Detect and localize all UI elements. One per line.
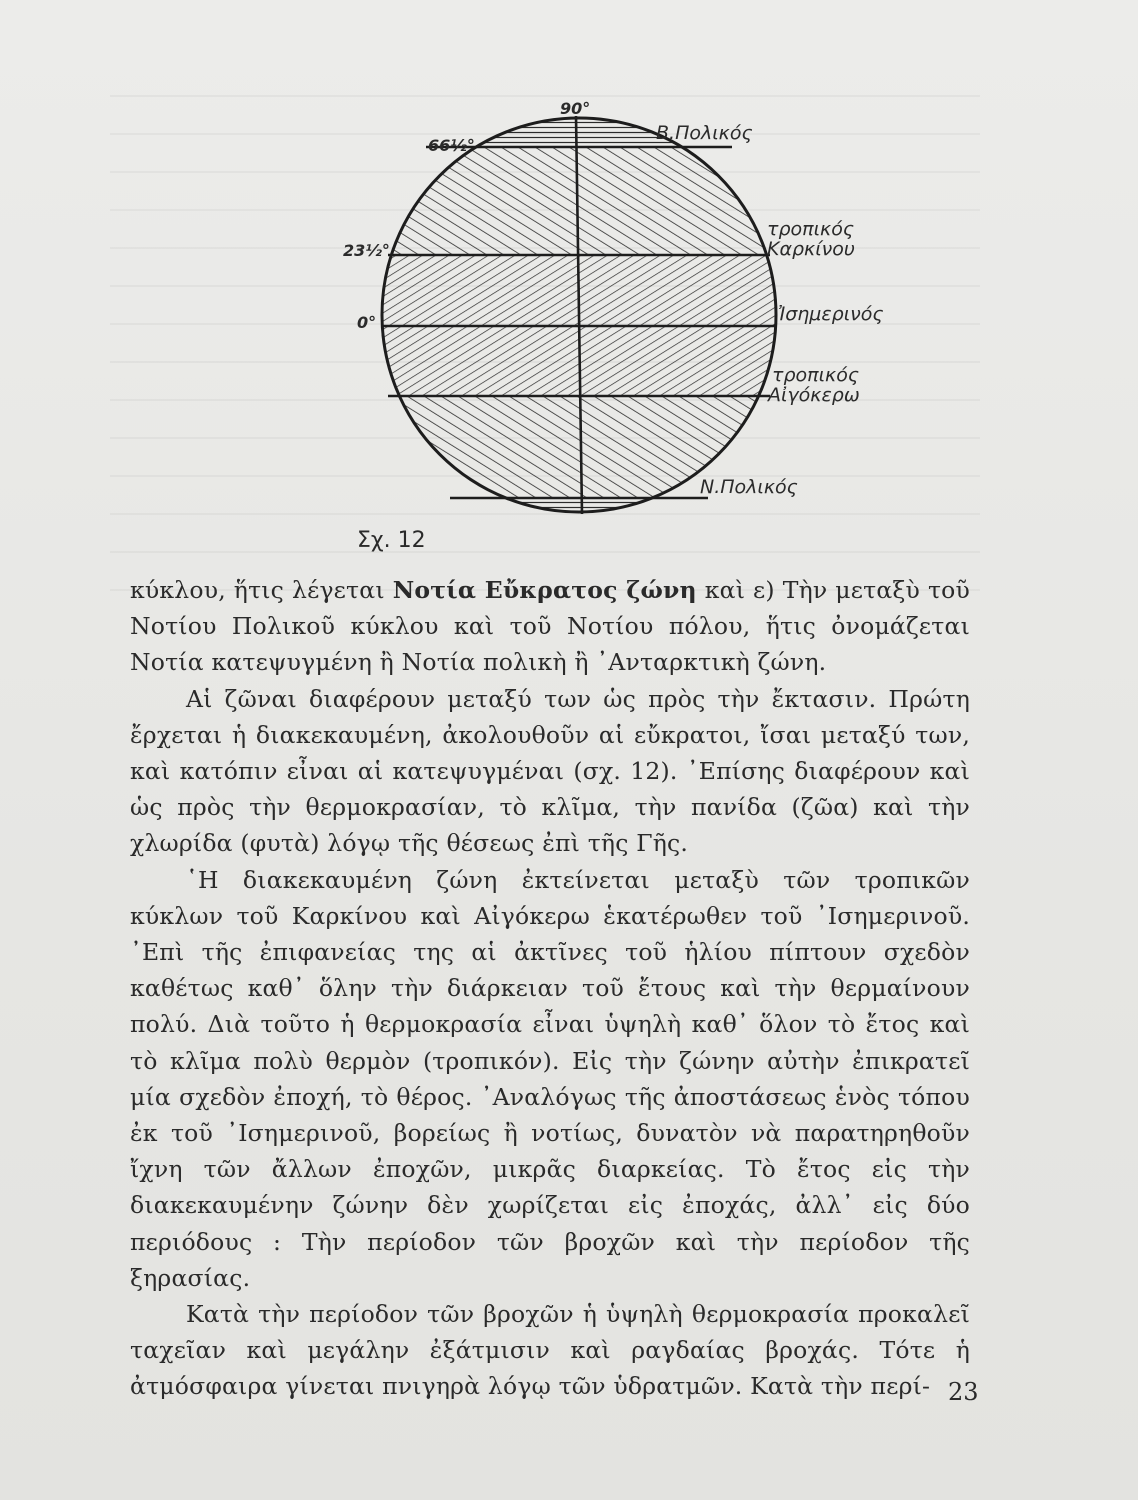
paragraph-3: ῾Η διακεκαυμένη ζώνη ἐκτείνεται μεταξὺ τῶν τροπικῶν κύκλων τοῦ Καρκίνου καὶ Αἰγόκερω ἑκατέρωθεν τοῦ ᾿Ισημερινοῦ. ᾿Επὶ τῆς ἐπιφανείας της αἱ ἀκτῖνες τοῦ ἡλίου πίπτουν σχεδὸν καθέτως καθ᾿ ὅλην τὴν διάρκειαν τοῦ ἔτους καὶ τὴν θερμαίνουν πολύ. Διὰ τοῦτο ἡ θερμοκρασία εἶναι ὑψηλὴ καθ᾿ ὅλον τὸ ἔτος καὶ τὸ κλῖμα πολὺ θερμὸν (τροπικόν). Εἰς τὴν ζώνην αὐτὴν ἐπικρατεῖ μία σχεδὸν ἐποχή, τὸ θέρος. ᾿Αναλόγως τῆς ἀποστάσεως ἑνὸς τόπου ἐκ τοῦ ᾿Ισημερινοῦ, βορείως ἢ νοτίως, δυνατὸν νὰ παρατηρηθοῦν ἴχνη τῶν ἄλλων ἐποχῶν, μικρᾶς διαρκείας. Τὸ ἔτος εἰς τὴν διακεκαυμένην ζώνην δὲν χωρίζεται εἰς ἐποχάς, ἀλλ᾿ εἰς δύο περιόδους : Τὴν περίοδον τῶν βροχῶν καὶ τὴν περίοδον τῆς ξηρασίας. <box>130 865 970 1292</box>
label-south-polar-circle: Ν.Πολικός <box>700 476 798 498</box>
paragraph-4: Κατὰ τὴν περίοδον τῶν βροχῶν ἡ ὑψηλὴ θερμοκρασία προκαλεῖ ταχεῖαν καὶ μεγάλην ἐξάτμισιν καὶ ραγδαίας βροχάς. Τότε ἡ ἀτμόσφαιρα γίνεται πνιγηρὰ λόγῳ τῶν ὑδρατμῶν. Κατὰ τὴν περί- <box>130 1300 970 1401</box>
label-tropic-cancer-2: Καρκίνου <box>767 238 855 260</box>
label-equator: Ἰσημερινός <box>778 303 884 325</box>
label-tropic-cancer-1: τροπικός <box>767 218 854 240</box>
label-0-degrees: 0° <box>357 313 377 332</box>
north-temperate-zone <box>370 147 780 255</box>
p1-pre: κύκλου, ἥτις λέγεται <box>130 576 393 604</box>
label-tropic-capricorn-1: τροπικός <box>772 364 859 386</box>
climate-zones-globe <box>340 100 780 520</box>
p1-bold-term: Νοτία Εὔκρατος ζώνη <box>392 576 697 604</box>
torrid-zone-south <box>370 326 780 396</box>
label-66-degrees: 66½° <box>428 136 475 155</box>
label-90-degrees: 90° <box>560 99 591 118</box>
body-text <box>130 572 970 1405</box>
figure-caption: Σχ. 12 <box>357 528 426 553</box>
label-23-degrees: 23½° <box>343 241 390 260</box>
label-north-polar-circle: Β.Πολικός <box>656 122 753 144</box>
page-number: 23 <box>948 1378 979 1406</box>
paragraph-2: Αἱ ζῶναι διαφέρουν μεταξύ των ὡς πρὸς τὴν ἔκτασιν. Πρώτη ἔρχεται ἡ διακεκαυμένη, ἀκολουθοῦν αἱ εὔκρατοι, ἴσαι μεταξύ των, καὶ κατόπιν εἶναι αἱ κατεψυγμέναι (σχ. 12). ᾿Επίσης διαφέρουν καὶ ὡς πρὸς τὴν θερμοκρασίαν, τὸ κλῖμα, τὴν πανίδα (ζῶα) καὶ τὴν χλωρίδα (φυτὰ) λόγῳ τῆς θέσεως ἐπὶ τῆς Γῆς. <box>130 684 970 858</box>
south-polar-zone <box>370 498 780 520</box>
p1-post: καὶ ε) Τὴν μεταξὺ τοῦ Νοτίου Πολικοῦ κύκλου καὶ τοῦ Νοτίου πόλου, ἥτις ὀνομάζεται Νοτία κατεψυγμένη ἢ Νοτία πολικὴ ἢ ᾿Ανταρκτικὴ ζώνη. <box>130 576 971 677</box>
paragraph-1 <box>130 572 970 681</box>
label-tropic-capricorn-2: Αἰγόκερω <box>768 384 860 406</box>
torrid-zone-north <box>370 255 780 326</box>
